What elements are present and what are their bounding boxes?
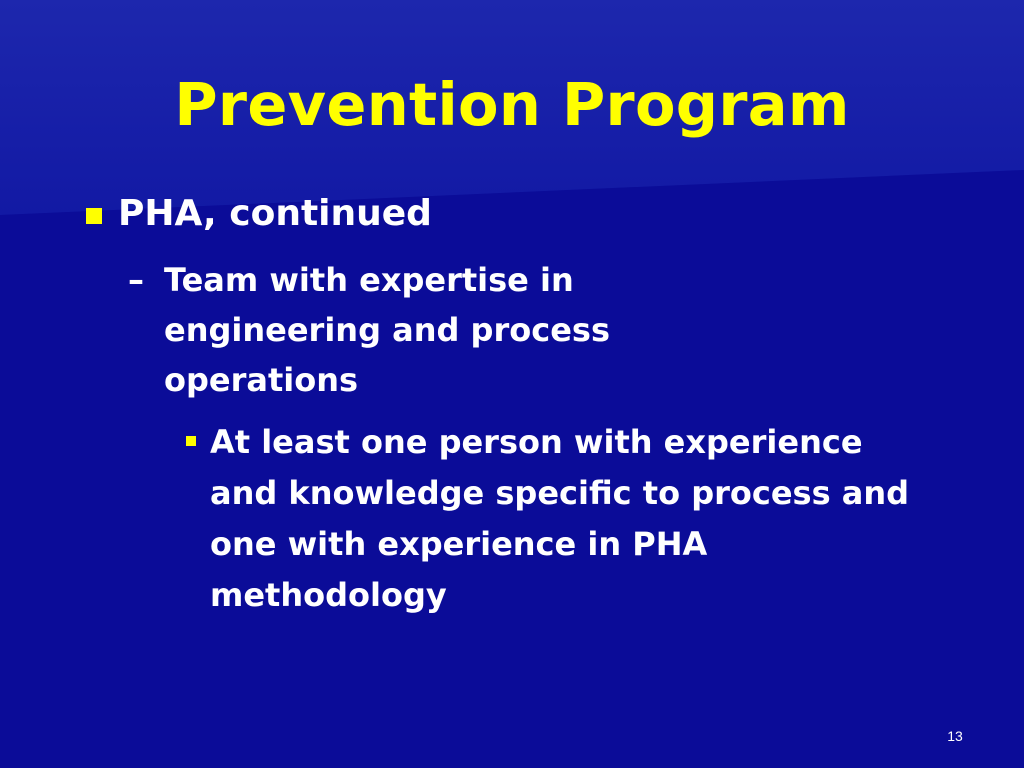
bullet-level-1: PHA, continued (118, 193, 432, 234)
dash-bullet-icon: – (128, 261, 144, 299)
slide-title: Prevention Program (174, 70, 850, 139)
bullet-level-2: Team with expertise in engineering and process operations (164, 261, 610, 399)
bullet-level-3: At least one person with experience and knowledge specific to process and one with experience in PHA methodology (210, 423, 910, 614)
square-bullet-icon (86, 208, 102, 224)
page-number: 13 (947, 728, 963, 744)
small-square-bullet-icon (186, 436, 196, 446)
